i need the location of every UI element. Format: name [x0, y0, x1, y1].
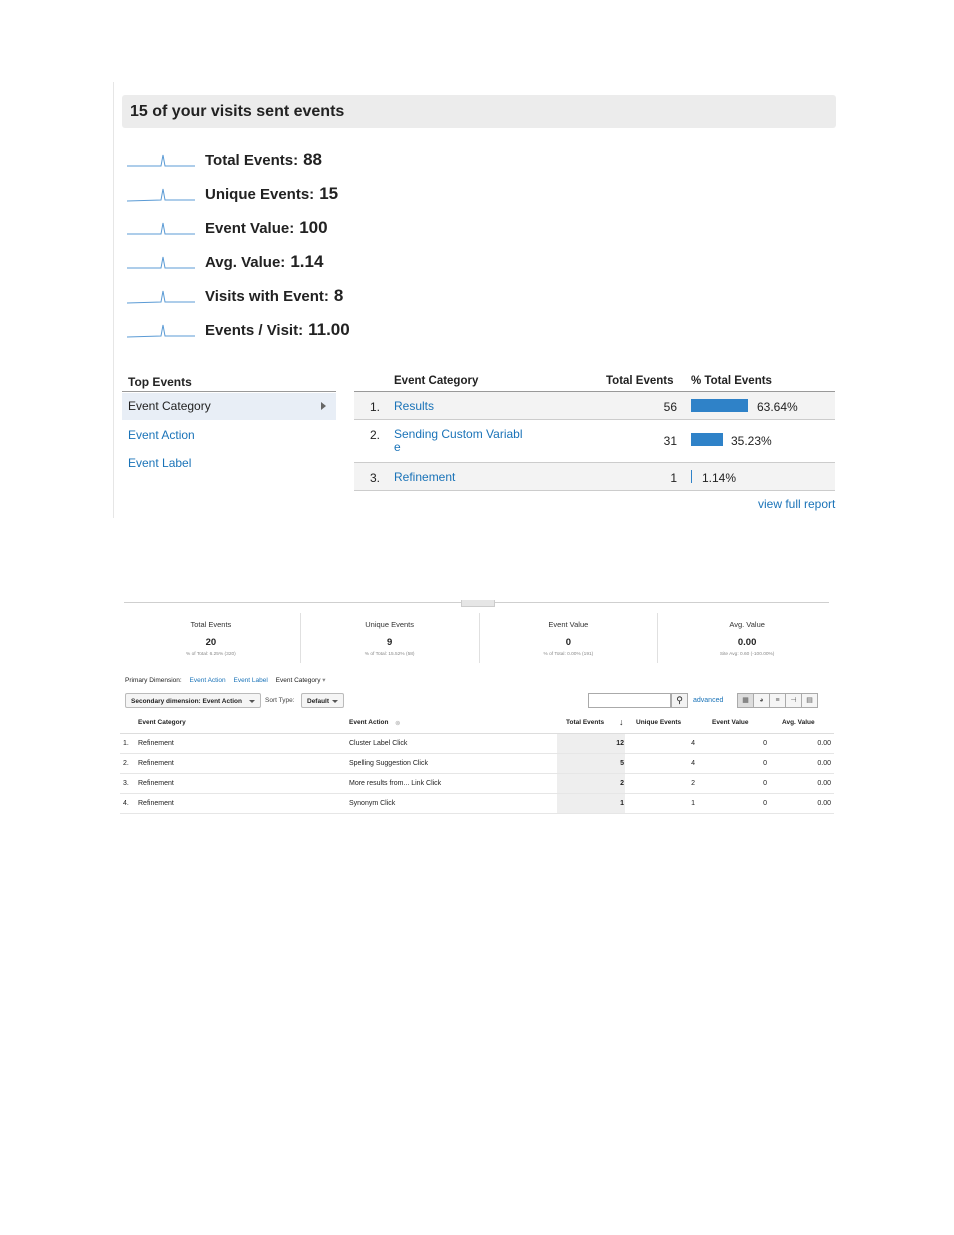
col-event-value[interactable]: Event Value [712, 719, 749, 726]
search-icon[interactable]: ⚲ [671, 693, 688, 708]
performance-view-icon[interactable]: ≡ [769, 693, 786, 708]
sparkline-icon [127, 251, 195, 273]
scorecard-avg-value[interactable]: Avg. Value 0.00 Site Avg: 0.60 (-100.00%) [719, 620, 775, 657]
overview-title: 15 of your visits sent events [122, 95, 836, 128]
search-input[interactable] [588, 693, 671, 708]
col-event-category[interactable]: Event Category [138, 719, 186, 726]
table-view-icon[interactable]: ▦ [737, 693, 754, 708]
event-category-table [354, 372, 835, 491]
primary-dimension-current[interactable]: Event Category [275, 677, 321, 684]
chevron-down-icon: ▾ [322, 677, 326, 684]
pie-view-icon[interactable]: ◕ [753, 693, 770, 708]
metric-visits-with-event: Visits with Event: 8 [127, 279, 350, 313]
scorecard-event-value[interactable]: Event Value 0 % of Total: 0.00% (191) [480, 613, 659, 663]
table-row: 1. Refinement Cluster Label Click 12 4 0 0.00 [120, 734, 834, 754]
collapse-handle[interactable] [461, 600, 495, 607]
summary-scorecards [122, 613, 836, 663]
top-events-item-event-action[interactable]: Event Action [128, 428, 195, 442]
table-row: 3. Refinement More results from... Link Click 2 2 0 0.00 [120, 774, 834, 794]
table-row: 2. Refinement Spelling Suggestion Click 5 4 0 0.00 [120, 754, 834, 774]
metrics-list [127, 143, 350, 347]
sparkline-icon [127, 285, 195, 307]
category-link[interactable]: Refinement [394, 470, 456, 484]
top-events-item-label: Event Category [128, 399, 211, 413]
sparkline-icon [127, 183, 195, 205]
col-event-action[interactable]: Event Action [349, 719, 389, 726]
chevron-down-icon [249, 700, 255, 703]
remove-dimension-icon[interactable]: ⊗ [395, 720, 401, 727]
metric-total-events: Total Events: 88 [127, 143, 350, 177]
primary-dimension-event-action[interactable]: Event Action [189, 677, 226, 684]
col-avg-value[interactable]: Avg. Value [782, 719, 815, 726]
scorecard-total-events[interactable]: Total Events 20 % of Total: 6.25% (320) [122, 613, 301, 663]
percent-bar [691, 470, 692, 483]
chevron-down-icon [332, 700, 338, 703]
table-row: 1. Results 56 63.64% [354, 392, 835, 420]
secondary-dimension-select[interactable]: Secondary dimension: Event Action [125, 693, 261, 708]
metric-avg-value: Avg. Value: 1.14 [127, 245, 350, 279]
sparkline-icon [127, 217, 195, 239]
col-unique-events[interactable]: Unique Events [636, 719, 682, 726]
table-header [354, 372, 835, 392]
view-toggle-group [738, 693, 818, 708]
chevron-right-icon [321, 402, 326, 410]
table-row: 3. Refinement 1 1.14% [354, 463, 835, 491]
metric-events-per-visit: Events / Visit: 11.00 [127, 313, 350, 347]
sparkline-icon [127, 149, 195, 171]
left-border-line [113, 82, 114, 518]
top-events-item-event-label[interactable]: Event Label [128, 456, 192, 470]
category-link[interactable]: Results [394, 399, 435, 413]
view-full-report-link[interactable]: view full report [758, 497, 836, 511]
sort-type-select[interactable]: Default [301, 693, 344, 708]
sort-type-label: Sort Type: [265, 697, 295, 704]
category-link[interactable]: Sending Custom Variable [394, 427, 523, 454]
scorecard-unique-events[interactable]: Unique Events 9 % of Total: 15.52% (58) [301, 613, 480, 663]
top-events-title: Top Events [128, 375, 192, 389]
divider [122, 391, 336, 392]
metric-event-value: Event Value: 100 [127, 211, 350, 245]
col-total-events: Total Events [606, 375, 674, 387]
col-pct-total-events: % Total Events [691, 375, 772, 387]
report-table [120, 714, 834, 814]
advanced-filter-link[interactable]: advanced [693, 697, 724, 704]
metric-unique-events: Unique Events: 15 [127, 177, 350, 211]
percent-bar [691, 399, 748, 412]
comparison-view-icon[interactable]: ⊣ [785, 693, 802, 708]
primary-dimension-bar: Primary Dimension: Event Action Event Label Event Category ▾ [125, 677, 326, 684]
sort-down-arrow-icon: ↓ [619, 717, 624, 727]
col-total-events[interactable]: Total Events [566, 719, 605, 726]
table-row: 4. Refinement Synonym Click 1 1 0 0.00 [120, 794, 834, 814]
col-event-category: Event Category [394, 375, 479, 387]
top-events-item-event-category[interactable] [122, 393, 336, 420]
table-header [120, 714, 834, 734]
pivot-view-icon[interactable]: ▤ [801, 693, 818, 708]
primary-dimension-event-label[interactable]: Event Label [233, 677, 268, 684]
table-row: 2. Sending Custom Variable 31 35.23% [354, 420, 835, 463]
sparkline-icon [127, 319, 195, 341]
percent-bar [691, 433, 723, 446]
